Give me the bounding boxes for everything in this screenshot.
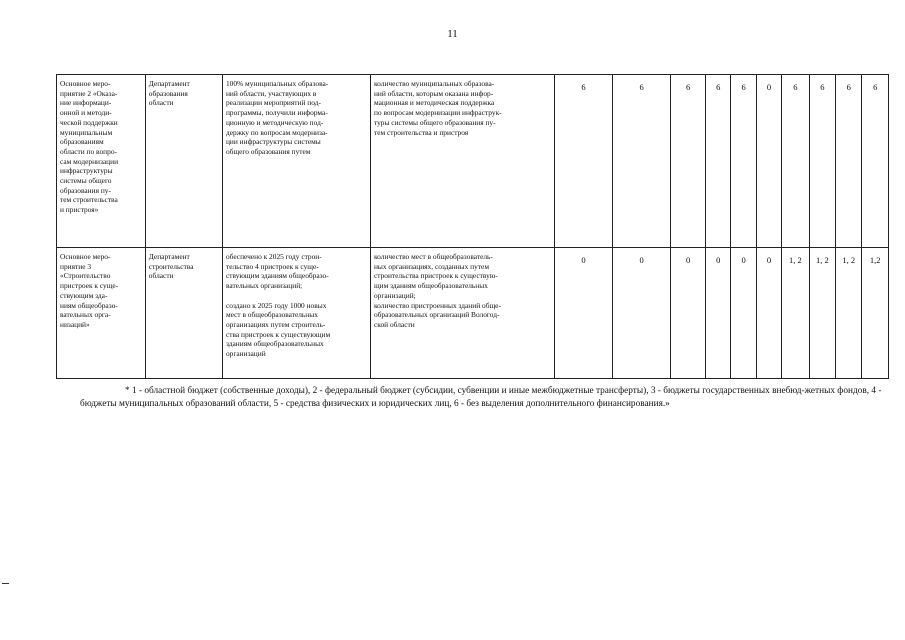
- funding-source-cell: 6: [671, 75, 706, 248]
- indicator-cell: количество муниципальных образова- ний области, которым оказана инфор- мационная и методическая поддержка по вопросам модернизации инфраструк- туры системы общего образования пу- тем строительства и пристроя: [370, 75, 554, 248]
- funding-source-cell: 6: [554, 75, 612, 248]
- program-table: [56, 74, 889, 379]
- indicator-cell: количество мест в общеобразователь- ных организациях, созданных путем строительства пристроек к существую- щим зданиям общеобразовательных организаций; количество пристроенных зданий обще- образовательных организаций Вологод- ской области: [370, 248, 554, 379]
- funding-source-cell: 1, 2: [782, 248, 809, 379]
- funding-source-cell: 1, 2: [836, 248, 862, 379]
- funding-source-cell: 0: [554, 248, 612, 379]
- funding-source-cell: 6: [706, 75, 731, 248]
- margin-mark: [2, 583, 9, 584]
- funding-source-cell: 6: [731, 75, 756, 248]
- funding-source-cell: 6: [613, 75, 671, 248]
- funding-source-cell: 0: [671, 248, 706, 379]
- table-row: [57, 248, 889, 379]
- measure-name-cell: Основное меро- приятие 2 «Оказа- ние информаци- онной и методи- ческой поддержки муниципальным образованиям области по вопро- сам модернизации инфраструктуры системы общего образования пу- тем строительства и пристроя»: [57, 75, 146, 248]
- funding-source-cell: 6: [862, 75, 889, 248]
- funding-source-cell: 0: [756, 248, 781, 379]
- executor-cell: Департамент строительства области: [145, 248, 222, 379]
- executor-cell: Департамент образования области: [145, 75, 222, 248]
- funding-source-cell: 6: [782, 75, 809, 248]
- funding-source-cell: 0: [756, 75, 781, 248]
- measure-name-cell: Основное меро- приятие 3 «Строительство пристроек к суще- ствующим зда- ниям общеобразо- вательных орга- низаций»: [57, 248, 146, 379]
- funding-source-cell: 0: [731, 248, 756, 379]
- funding-source-cell: 6: [836, 75, 862, 248]
- funding-source-cell: 0: [613, 248, 671, 379]
- page-number: 11: [447, 28, 458, 40]
- funding-source-cell: 1, 2: [809, 248, 835, 379]
- expected-result-cell: 100% муниципальных образова- ний области, участвующих в реализации мероприятий под- программы, получили информа- ционную и методическую под- держку по вопросам модерниза- ции инфраструктуры системы общего образования путем: [222, 75, 370, 248]
- expected-result-cell: обеспечено к 2025 году строи- тельство 4 пристроек к суще- ствующим зданиям общеобразо- вательных организаций; создано к 2025 году 1000 новых мест в общеобразовательных организациях путем строитель- ства пристроек к существующим зданиям общеобразовательных организаций: [222, 248, 370, 379]
- funding-source-cell: 0: [706, 248, 731, 379]
- funding-sources-footnote: * 1 - областной бюджет (собственные доходы), 2 - федеральный бюджет (субсидии, субвенции и иные межбюджетные трансферты), 3 - бюджеты государственных внебюд-жетных фондов, 4 - бюджеты муниципальных образований области, 5 - средства физических и юридических лиц, 6 - без выделения дополнительного финансирования.»: [80, 386, 882, 409]
- funding-source-cell: 1,2: [862, 248, 889, 379]
- table-row: [57, 75, 889, 248]
- funding-source-cell: 6: [809, 75, 835, 248]
